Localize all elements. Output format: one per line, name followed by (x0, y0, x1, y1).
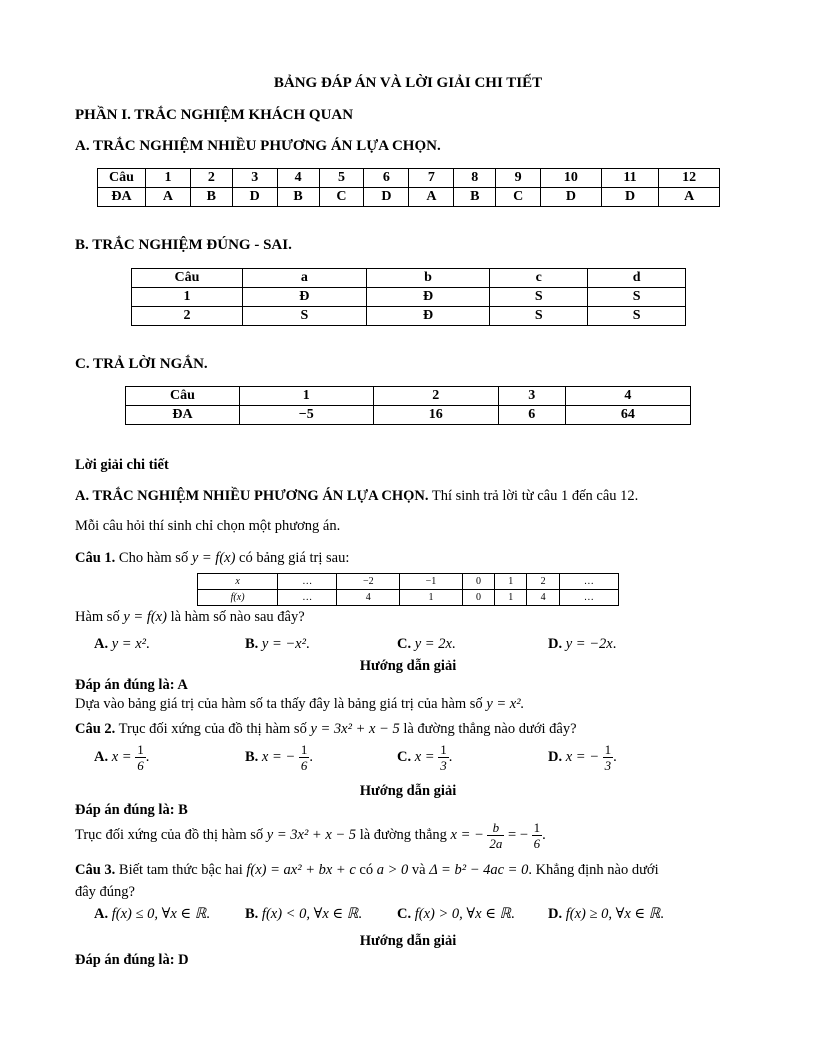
table-cell: 4 (277, 169, 319, 188)
table-cell: 4 (527, 590, 559, 606)
table-cell: S (588, 288, 686, 307)
table-cell: B (277, 188, 319, 207)
q2-option-c[interactable]: C. x = $\frac{1}{3}$ . (397, 742, 453, 773)
q2-explanation: Trục đối xứng của đồ thị hàm số y = 3x² + x − 5 là đường thẳng x = − $\frac{b}{2a}$ = − $\frac{1}{6}$ . (75, 820, 546, 851)
q2-option-b[interactable]: B. x = − $\frac{1}{6}$ . (245, 742, 313, 773)
q2-answer: Đáp án đúng là: B (75, 802, 188, 818)
table-cell: 3 (498, 387, 565, 406)
math: y = 3x² + x − 5 (266, 826, 357, 843)
option-label: B. (245, 636, 259, 652)
option-label: D. (548, 636, 563, 652)
table-cell: Đ (366, 288, 490, 307)
table-cell: S (588, 307, 686, 326)
table-cell: B (190, 188, 232, 207)
text: có bảng giá trị sau: (235, 550, 350, 566)
table-cell: 1 (400, 590, 463, 606)
table-cell: C (319, 188, 364, 207)
table-cell: 2 (190, 169, 232, 188)
option-value: x = − (565, 748, 599, 765)
text: có (355, 862, 377, 878)
table-cell: S (243, 307, 367, 326)
table-cell: 2 (373, 387, 498, 406)
table-cell: Câu (98, 169, 146, 188)
fraction (135, 742, 146, 773)
table-cell: 0 (462, 590, 494, 606)
table-cell: 4 (565, 387, 690, 406)
table-cell: 9 (496, 169, 541, 188)
option-label: A. (94, 636, 109, 652)
option-value: y = 2x (414, 636, 452, 652)
math: y = x². (486, 696, 525, 712)
question-label: Câu 2. (75, 721, 116, 737)
table-row (126, 387, 691, 406)
numerator: 1 (137, 742, 144, 757)
q1-answer: Đáp án đúng là: A (75, 677, 188, 693)
option-label: C. (397, 906, 412, 922)
table-cell: 6 (364, 169, 409, 188)
fraction (487, 820, 504, 851)
table-cell: … (559, 574, 618, 590)
option-value: x = − (261, 748, 296, 765)
q3-option-b[interactable]: B. f(x) < 0, ∀x ∈ ℝ. (245, 906, 362, 922)
question-2-stem (75, 721, 577, 738)
table-cell: 1 (495, 590, 527, 606)
denominator: 2a (489, 836, 503, 851)
table-cell: Câu (126, 387, 240, 406)
table-cell: D (601, 188, 659, 207)
question-3-stem (75, 862, 659, 879)
table-cell: 1 (240, 387, 374, 406)
table-cell: 5 (319, 169, 364, 188)
numerator: 1 (533, 820, 541, 835)
table-cell: 2 (132, 307, 243, 326)
question-1-prompt (75, 609, 305, 626)
table-cell: ĐA (126, 406, 240, 425)
q3-guide-heading: Hướng dẫn giải (359, 933, 457, 949)
q1-option-a[interactable]: A. y = x². (94, 636, 150, 652)
math: f(x) = ax² + bx + c (246, 862, 356, 878)
q1-option-d[interactable]: D. y = −2x. (548, 636, 617, 652)
part1-heading: PHẦN I. TRẮC NGHIỆM KHÁCH QUAN (75, 107, 354, 123)
table-cell: S (490, 307, 588, 326)
answer-table-b (131, 268, 686, 326)
table-cell: 10 (541, 169, 602, 188)
q2-guide-heading: Hướng dẫn giải (359, 783, 457, 799)
denominator: 6 (533, 836, 541, 851)
math: x = − (450, 826, 484, 843)
numerator: 1 (440, 742, 447, 757)
section-a-heading: A. TRẮC NGHIỆM NHIỀU PHƯƠNG ÁN LỰA CHỌN. (75, 138, 441, 154)
fraction (603, 742, 614, 773)
section-a2-line (75, 488, 638, 505)
denominator: 3 (440, 758, 447, 773)
table-cell: 11 (601, 169, 659, 188)
text: Biết tam thức bậc hai (115, 862, 247, 878)
option-value: y = −x² (261, 636, 306, 652)
table-cell: … (278, 590, 337, 606)
table-row (98, 188, 720, 207)
q3-answer: Đáp án đúng là: D (75, 952, 189, 968)
section-b-heading: B. TRẮC NGHIỆM ĐÚNG - SAI. (75, 237, 292, 253)
option-value: f(x) < 0, ∀x ∈ ℝ (261, 906, 359, 922)
question-3-stem-cont: đây đúng? (75, 884, 135, 900)
value-table (197, 573, 619, 606)
table-cell: −5 (240, 406, 374, 425)
numerator: b (487, 820, 504, 836)
table-cell: Câu (132, 269, 243, 288)
math: y = f(x) (191, 550, 236, 566)
instruction-text: Mỗi câu hỏi thí sinh chỉ chọn một phương án. (75, 518, 341, 534)
text: là hàm số nào sau đây? (166, 609, 305, 625)
option-label: A. (94, 748, 109, 765)
table-cell: −1 (400, 574, 463, 590)
option-value: y = x² (111, 636, 146, 652)
table-cell: 2 (527, 574, 559, 590)
answer-table-c (125, 386, 691, 425)
option-value: f(x) > 0, ∀x ∈ ℝ (414, 906, 512, 922)
option-value: f(x) ≤ 0, ∀x ∈ ℝ (111, 906, 207, 922)
q1-option-c[interactable]: C. y = 2x. (397, 636, 456, 652)
option-value: x = (111, 748, 132, 765)
denominator: 6 (137, 758, 144, 773)
question-1-stem (75, 550, 349, 567)
detail-heading: Lời giải chi tiết (75, 457, 169, 473)
text: . Khẳng định nào dưới (528, 862, 659, 878)
table-cell: 1 (495, 574, 527, 590)
q1-option-b[interactable]: B. y = −x². (245, 636, 310, 652)
table-cell: Đ (366, 307, 490, 326)
numerator: 1 (604, 742, 612, 757)
table-cell: −2 (337, 574, 400, 590)
text: và (408, 862, 430, 878)
fraction (299, 742, 310, 773)
option-label: B. (245, 748, 259, 765)
table-cell: A (409, 188, 454, 207)
fraction (532, 820, 543, 851)
math: a > 0 (376, 862, 409, 878)
table-cell: 7 (409, 169, 454, 188)
table-cell: 1 (146, 169, 191, 188)
table-cell: … (559, 590, 618, 606)
table-row (126, 406, 691, 425)
table-row (198, 574, 619, 590)
table-cell: A (659, 188, 720, 207)
table-cell: 8 (454, 169, 496, 188)
table-cell: D (541, 188, 602, 207)
table-cell: Đ (243, 288, 367, 307)
table-cell: C (496, 188, 541, 207)
numerator: 1 (300, 742, 308, 757)
q1-explanation (75, 696, 524, 713)
q1-guide-heading: Hướng dẫn giải (359, 658, 457, 674)
table-row (132, 288, 686, 307)
section-c-heading: C. TRẢ LỜI NGẮN. (75, 356, 208, 372)
question-label: Câu 3. (75, 862, 116, 878)
text: Cho hàm số (115, 550, 192, 566)
fraction (438, 742, 449, 773)
table-cell: D (232, 188, 277, 207)
option-value: f(x) ≥ 0, ∀x ∈ ℝ (565, 906, 661, 922)
answer-table-a (97, 168, 720, 207)
table-cell: b (366, 269, 490, 288)
table-cell: d (588, 269, 686, 288)
table-cell: B (454, 188, 496, 207)
text: Hàm số (75, 609, 124, 625)
table-cell: A (146, 188, 191, 207)
table-row (132, 307, 686, 326)
math: y = f(x) (123, 609, 167, 625)
option-label: B. (245, 906, 259, 922)
denominator: 3 (604, 758, 612, 773)
table-cell: 0 (462, 574, 494, 590)
q3-option-d[interactable]: D. f(x) ≥ 0, ∀x ∈ ℝ. (548, 906, 664, 922)
option-value: y = −2x (565, 636, 613, 652)
q2-option-d[interactable]: D. x = − $\frac{1}{3}$ . (548, 742, 617, 773)
text: Dựa vào bảng giá trị của hàm số ta thấy đây là bảng giá trị của hàm số (75, 696, 487, 712)
table-cell: 6 (498, 406, 565, 425)
option-label: A. (94, 906, 109, 922)
table-cell: 4 (337, 590, 400, 606)
math: Δ = b² − 4ac = 0 (429, 862, 529, 878)
math: = − (508, 826, 529, 843)
text: Trục đối xứng của đồ thị hàm số (115, 721, 311, 737)
page-title: BẢNG ĐÁP ÁN VÀ LỜI GIẢI CHI TIẾT (273, 75, 543, 91)
table-row (132, 269, 686, 288)
table-row (198, 590, 619, 606)
option-label: C. (397, 748, 412, 765)
q3-option-c[interactable]: C. f(x) > 0, ∀x ∈ ℝ. (397, 906, 515, 922)
table-cell: a (243, 269, 367, 288)
table-cell: … (278, 574, 337, 590)
text: Trục đối xứng của đồ thị hàm số (75, 826, 267, 843)
table-cell: S (490, 288, 588, 307)
q2-option-a[interactable]: A. x = $\frac{1}{6}$ . (94, 742, 150, 773)
q3-option-a[interactable]: A. f(x) ≤ 0, ∀x ∈ ℝ. (94, 906, 210, 922)
text: là đường thẳng (356, 826, 451, 843)
table-cell: c (490, 269, 588, 288)
table-row (98, 169, 720, 188)
option-label: D. (548, 906, 563, 922)
table-cell: 3 (232, 169, 277, 188)
section-a2-note: Thí sinh trả lời từ câu 1 đến câu 12. (428, 488, 639, 504)
table-cell: 64 (565, 406, 690, 425)
section-a2-title: A. TRẮC NGHIỆM NHIỀU PHƯƠNG ÁN LỰA CHỌN. (75, 488, 429, 504)
table-cell: 16 (373, 406, 498, 425)
option-value: x = (414, 748, 435, 765)
option-label: D. (548, 748, 563, 765)
math: y = 3x² + x − 5 (310, 721, 400, 737)
table-cell: x (198, 574, 278, 590)
table-cell: f(x) (198, 590, 278, 606)
denominator: 6 (300, 758, 308, 773)
table-cell: D (364, 188, 409, 207)
text: là đường thẳng nào dưới đây? (399, 721, 577, 737)
option-label: C. (397, 636, 412, 652)
table-cell: 1 (132, 288, 243, 307)
table-cell: ĐA (98, 188, 146, 207)
question-label: Câu 1. (75, 550, 116, 566)
table-cell: 12 (659, 169, 720, 188)
